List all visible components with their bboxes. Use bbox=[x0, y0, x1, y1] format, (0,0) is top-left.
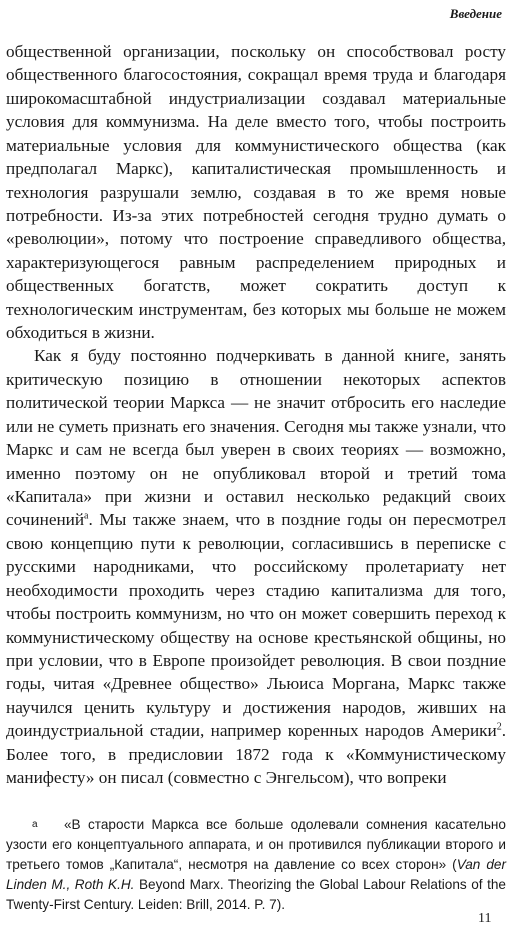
paragraph-2-text-b: . Мы также знаем, что в поздние годы он пересмотрел свою концепцию пути к революции, согласившись в переписке с русскими народниками, что российскому пролетариату нет необходимости проходить через стадию капитализма для того, чтобы построить коммунизм, но что он может совершить переход к коммунистическому обществу на основе крестьянской общины, но при условии, что в Европе произойдет революция. В свои поздние годы, читая «Древнее общество» Льюиса Моргана, Маркс также научился ценить культуру и достижения народов, живших на доиндустриальной стадии, например коренных народов Америки bbox=[6, 510, 506, 741]
paragraph-2-text-a: Как я буду постоянно подчеркивать в данной книге, занять критическую позицию в отношении некоторых аспектов политической теории Маркса — не значит отбросить его наследие или не суметь признать его значения. Сегодня мы также узнали, что Маркс и сам не всегда был уверен в своих теориях — возможно, именно поэтому он не опубликовал второй и третий тома «Капитала» при жизни и оставил несколько редакций своих сочинений bbox=[6, 346, 506, 530]
footnote-area bbox=[6, 815, 506, 915]
main-text bbox=[6, 40, 506, 790]
footnote-text bbox=[6, 815, 506, 915]
footnote-ref-2: 2 bbox=[496, 721, 502, 733]
page-number: 11 bbox=[478, 911, 492, 926]
running-header: Введение bbox=[449, 6, 502, 21]
footnote-text-b: Beyond Marx. Theorizing the Global Labour Relations of the Twenty-First Century. Leiden: Brill, 2014. P. 7). bbox=[6, 877, 506, 912]
footnote-text-a: «В старости Маркса все больше одолевали сомнения касательно узости его концептуального аппарата, и он противился публикации второго и третьего томов „Капитала“, несмотря на давление со всех сторон» ( bbox=[6, 817, 506, 872]
footnote-marker: a bbox=[32, 819, 38, 830]
paragraph-2 bbox=[6, 344, 506, 789]
paragraph-2-text-c: . Более того, в предисловии 1872 года к «Коммунистическому манифесту» он писал (совместно с Энгельсом), что вопреки bbox=[6, 721, 506, 788]
footnote-ref-a: a bbox=[84, 510, 89, 522]
paragraph-1: общественной организации, поскольку он способствовал росту общественного благосостояния, сокращал время труда и благодаря широкомасштабной индустриализации создавал материальные условия для коммунизма. На деле вместо того, чтобы построить материальные условия для коммунистического общества (как предполагал Маркс), капиталистическая промышленность и технология разрушали землю, создавая в то же время новые потребности. Из-за этих потребностей сегодня трудно думать о «революции», потому что построение справедливого общества, характеризующегося равным распределением природных и общественных богатств, может сократить доступ к технологическим инструментам, без которых мы больше не можем обходиться в жизни. bbox=[6, 42, 506, 343]
footnote-authors: Van der Linden M., Roth K.H. bbox=[6, 857, 507, 892]
